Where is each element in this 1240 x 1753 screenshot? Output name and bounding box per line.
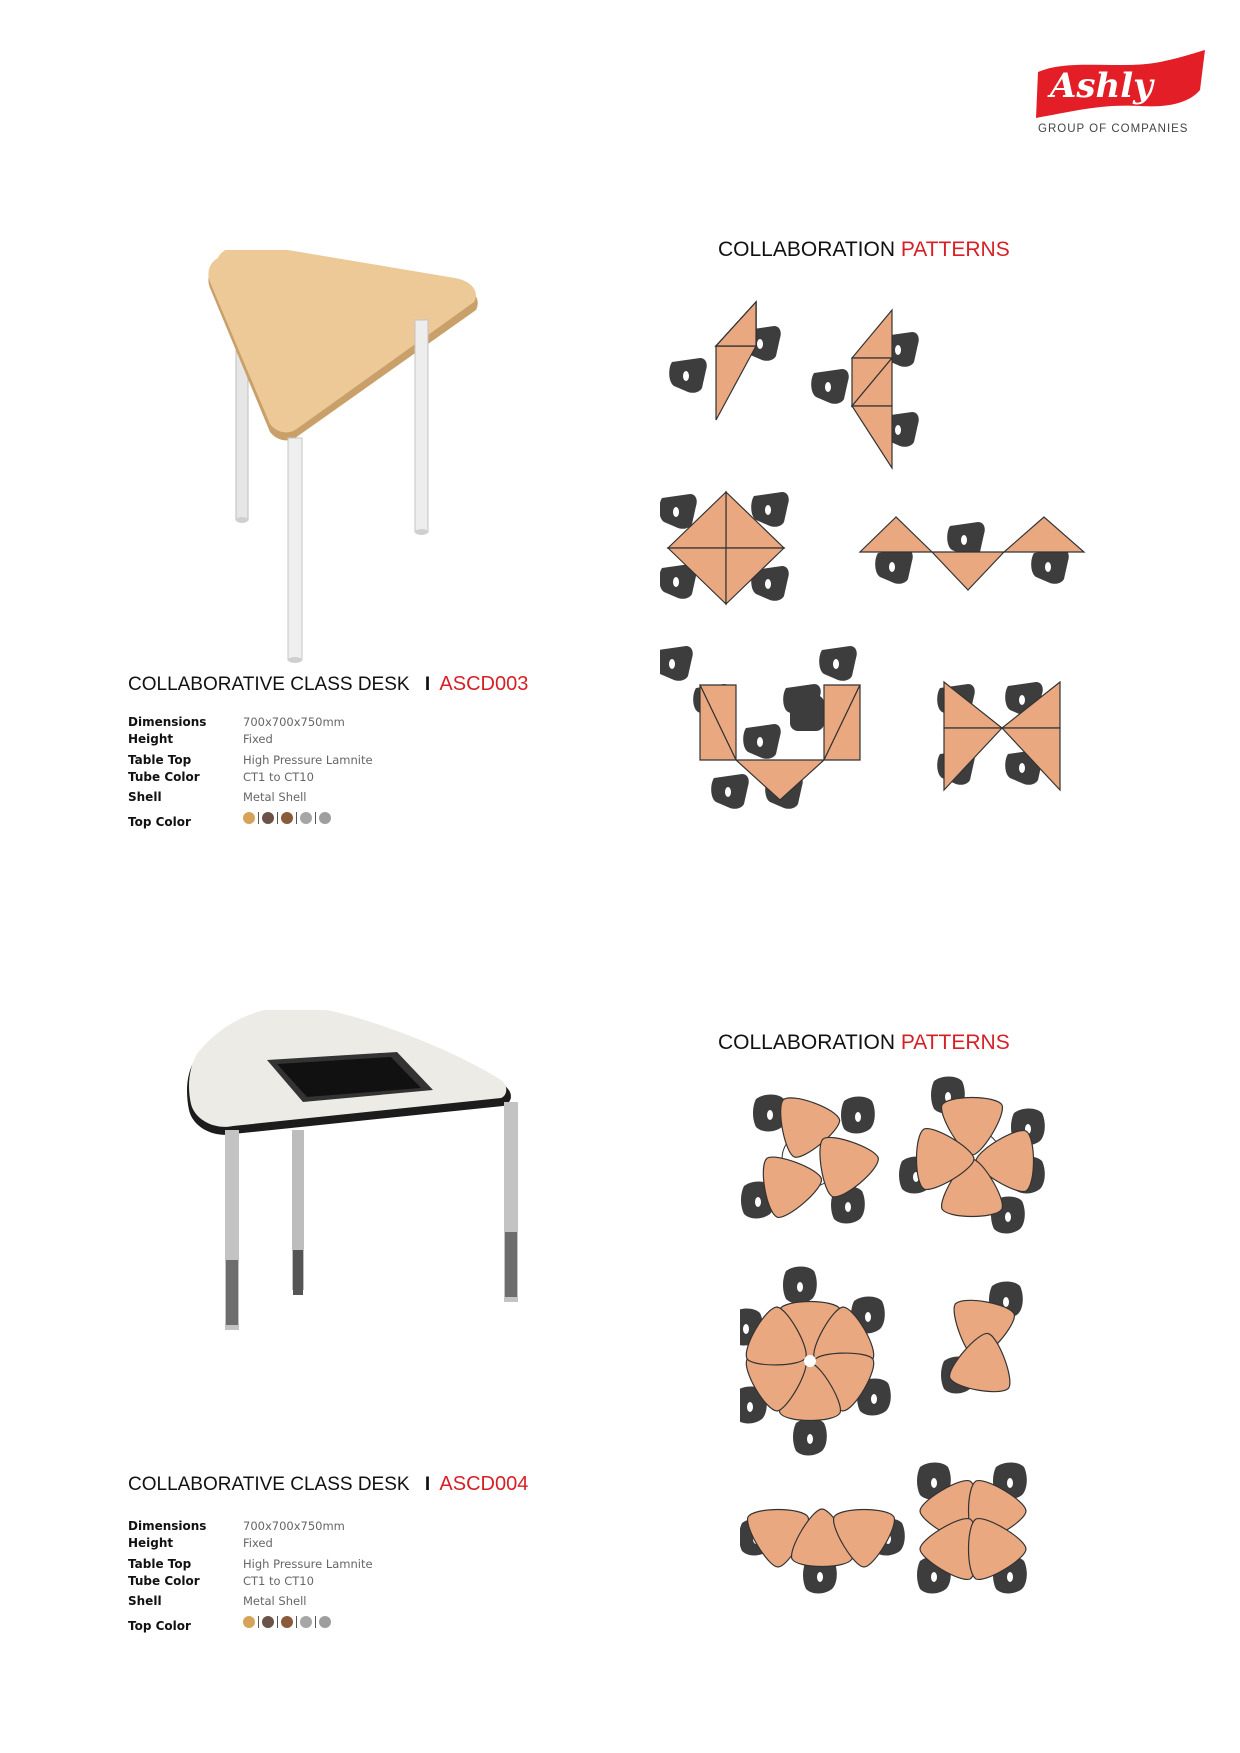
collaboration-patterns-heading-1: [718, 238, 1010, 262]
spec-table-ascd003: [128, 715, 428, 835]
pattern-pinwheel-four: [899, 1077, 1045, 1234]
desk-ascd003-image: [180, 250, 530, 670]
spec-value-dimensions: 700x700x750mm: [243, 715, 345, 729]
product-title-ascd004: [128, 1473, 528, 1496]
spec-value-shell: Metal Shell: [243, 790, 307, 804]
heading-part-1: COLLABORATION: [718, 238, 895, 261]
spec-value-tube-color: CT1 to CT10: [243, 770, 314, 784]
swatch-divider: [277, 812, 278, 824]
color-swatch: [262, 1616, 274, 1628]
color-swatch: [243, 1616, 255, 1628]
swatch-divider: [258, 1616, 259, 1628]
spec-value-height: Fixed: [243, 732, 273, 746]
spec-table-ascd004: [128, 1519, 428, 1639]
top-color-swatches: [243, 812, 331, 824]
spec-label-top-color: Top Color: [128, 1619, 191, 1633]
color-swatch: [281, 1616, 293, 1628]
spec-value-height: Fixed: [243, 1536, 273, 1550]
spec-label-dimensions: Dimensions: [128, 1519, 207, 1533]
color-swatch: [243, 812, 255, 824]
spec-label-shell: Shell: [128, 790, 162, 804]
product-code: ASCD004: [439, 1473, 529, 1495]
color-swatch: [300, 1616, 312, 1628]
heading-part-1: COLLABORATION: [718, 1031, 895, 1054]
pattern-four-square: [660, 492, 789, 604]
spec-value-shell: Metal Shell: [243, 1594, 307, 1608]
swatch-divider: [315, 812, 316, 824]
heading-part-2: PATTERNS: [900, 238, 1010, 261]
title-separator: I: [424, 1474, 431, 1495]
spec-label-shell: Shell: [128, 1594, 162, 1608]
desk-ascd004-image: [185, 1010, 555, 1440]
brand-tagline: GROUP OF COMPANIES: [1038, 123, 1189, 135]
swatch-divider: [315, 1616, 316, 1628]
color-swatch: [300, 812, 312, 824]
pattern-zigzag-row: [860, 517, 1084, 590]
spec-value-table-top: High Pressure Lamnite: [243, 1557, 373, 1571]
brand-logo: [1030, 50, 1208, 140]
spec-value-table-top: High Pressure Lamnite: [243, 753, 373, 767]
collaboration-patterns-ascd003: [660, 290, 1100, 820]
swatch-divider: [277, 1616, 278, 1628]
pattern-bowtie: [937, 682, 1060, 790]
color-swatch: [319, 1616, 331, 1628]
collaboration-patterns-heading-2: [718, 1031, 1010, 1055]
product-title-ascd003: [128, 673, 528, 696]
color-swatch: [262, 812, 274, 824]
spec-label-height: Height: [128, 1536, 174, 1550]
product-title-text: COLLABORATIVE CLASS DESK: [128, 1474, 410, 1495]
pattern-two-desks: [669, 302, 781, 420]
spec-label-table-top: Table Top: [128, 753, 192, 767]
pattern-row-three: [740, 1509, 905, 1594]
pattern-u-shape: [660, 646, 860, 809]
pattern-cross-four: [917, 1463, 1027, 1594]
pattern-three-desks: [811, 310, 919, 468]
title-separator: I: [424, 674, 431, 695]
spec-label-top-color: Top Color: [128, 815, 191, 829]
spec-label-dimensions: Dimensions: [128, 715, 207, 729]
top-color-swatches: [243, 1616, 331, 1628]
pattern-flower-six: [740, 1267, 891, 1456]
spec-label-tube-color: Tube Color: [128, 770, 200, 784]
heading-part-2: PATTERNS: [900, 1031, 1010, 1054]
spec-label-tube-color: Tube Color: [128, 1574, 200, 1588]
swatch-divider: [296, 812, 297, 824]
brand-logo-wordmark: Ashly: [1050, 66, 1153, 106]
swatch-divider: [258, 812, 259, 824]
spec-value-tube-color: CT1 to CT10: [243, 1574, 314, 1588]
pattern-pair: [941, 1282, 1023, 1396]
spec-label-table-top: Table Top: [128, 1557, 192, 1571]
color-swatch: [281, 812, 293, 824]
spec-label-height: Height: [128, 732, 174, 746]
product-title-text: COLLABORATIVE CLASS DESK: [128, 674, 410, 695]
color-swatch: [319, 812, 331, 824]
pattern-pinwheel-three: [741, 1093, 883, 1224]
product-code: ASCD003: [439, 673, 529, 695]
collaboration-patterns-ascd004: [740, 1075, 1060, 1595]
spec-value-dimensions: 700x700x750mm: [243, 1519, 345, 1533]
swatch-divider: [296, 1616, 297, 1628]
